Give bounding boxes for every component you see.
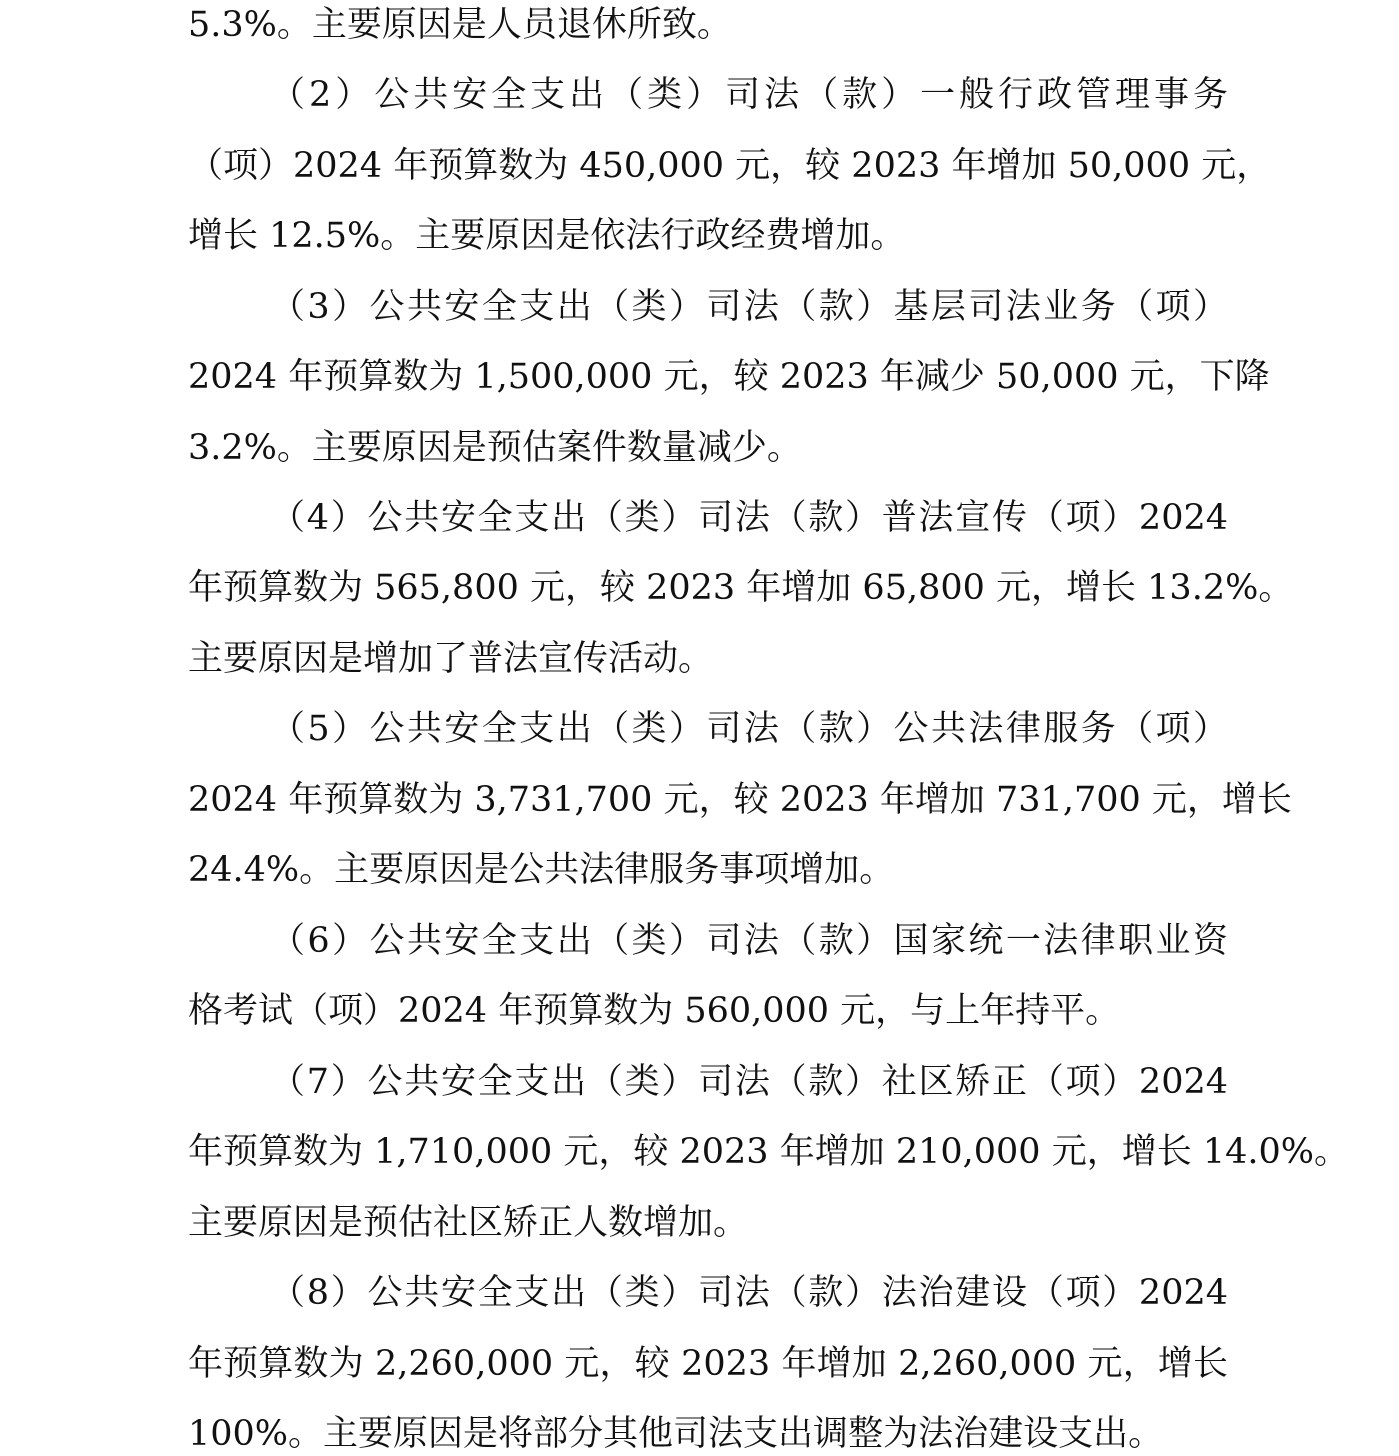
paragraph-8-line-3: 100%。主要原因是将部分其他司法支出调整为法治建设支出。 (188, 1414, 1164, 1454)
paragraph-2-line-3: 增长 12.5%。主要原因是依法行政经费增加。 (188, 216, 906, 256)
paragraph-7-line-1: （7）公共安全支出（类）司法（款）社区矫正（项）2024 (270, 1062, 1228, 1102)
paragraph-6-line-2: 格考试（项）2024 年预算数为 560,000 元，与上年持平。 (188, 991, 1121, 1031)
paragraph-2-line-1: （2）公共安全支出（类）司法（款）一般行政管理事务 (270, 75, 1228, 115)
paragraph-8-line-1: （8）公共安全支出（类）司法（款）法治建设（项）2024 (270, 1273, 1228, 1313)
paragraph-5-line-3: 24.4%。主要原因是公共法律服务事项增加。 (188, 850, 895, 890)
paragraph-7-line-2: 年预算数为 1,710,000 元，较 2023 年增加 210,000 元，增长 14.0%。 (188, 1132, 1349, 1172)
paragraph-5-line-2: 2024 年预算数为 3,731,700 元，较 2023 年增加 731,700 元，增长 (188, 780, 1292, 820)
paragraph-4-line-2: 年预算数为 565,800 元，较 2023 年增加 65,800 元，增长 13.2%。 (188, 568, 1294, 608)
paragraph-3-line-2: 2024 年预算数为 1,500,000 元，较 2023 年减少 50,000 元，下降 (188, 357, 1270, 397)
paragraph-1-line-1: 5.3%。主要原因是人员退休所致。 (188, 5, 732, 45)
paragraph-3-line-1: （3）公共安全支出（类）司法（款）基层司法业务（项） (270, 287, 1228, 327)
paragraph-6-line-1: （6）公共安全支出（类）司法（款）国家统一法律职业资 (270, 921, 1228, 961)
paragraph-8-line-2: 年预算数为 2,260,000 元，较 2023 年增加 2,260,000 元，增长 (188, 1344, 1228, 1384)
paragraph-2-line-2: （项）2024 年预算数为 450,000 元，较 2023 年增加 50,000 元， (188, 146, 1272, 186)
paragraph-7-line-3: 主要原因是预估社区矫正人数增加。 (188, 1203, 749, 1243)
paragraph-4-line-1: （4）公共安全支出（类）司法（款）普法宣传（项）2024 (270, 498, 1228, 538)
paragraph-3-line-3: 3.2%。主要原因是预估案件数量减少。 (188, 428, 802, 468)
paragraph-4-line-3: 主要原因是增加了普法宣传活动。 (188, 639, 714, 679)
paragraph-5-line-1: （5）公共安全支出（类）司法（款）公共法律服务（项） (270, 709, 1228, 749)
